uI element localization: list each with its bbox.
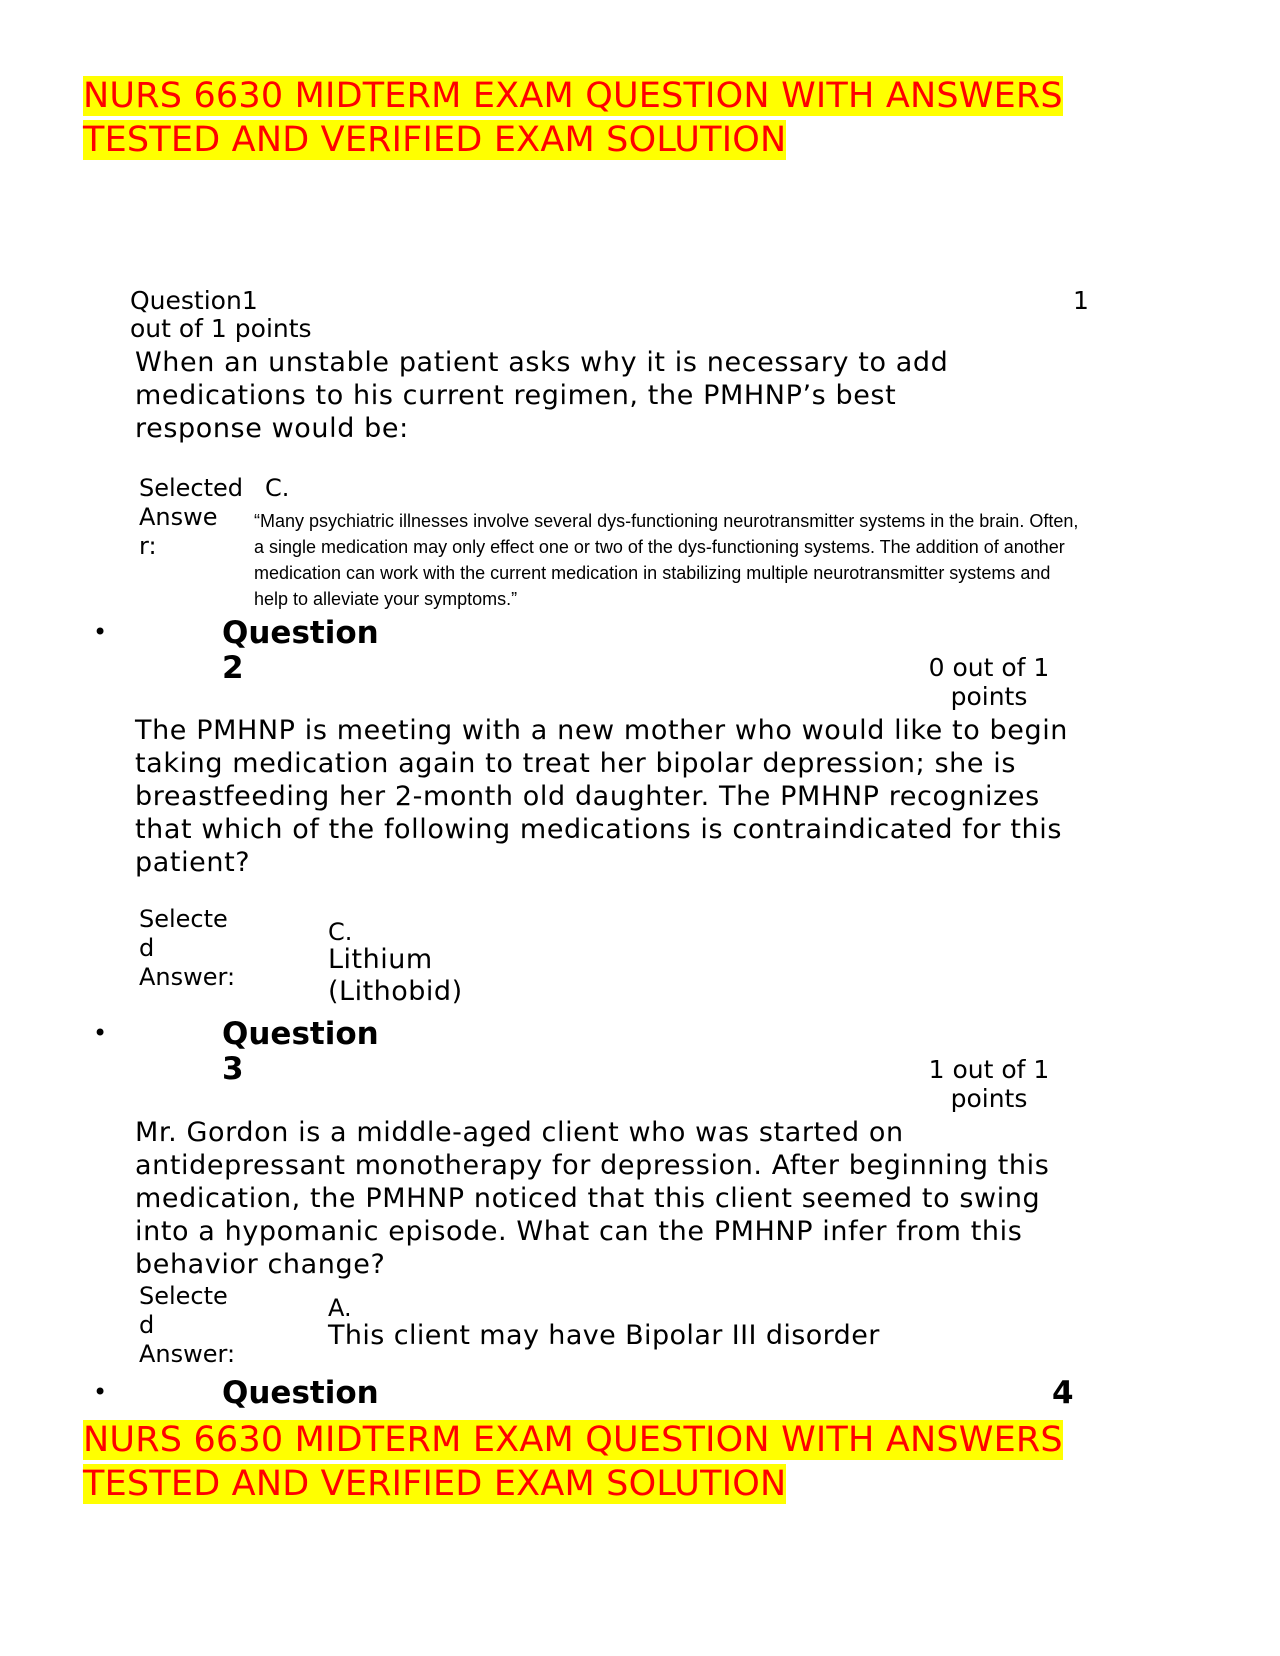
question-number: 2 — [222, 650, 244, 686]
question-1-label — [130, 286, 258, 315]
selected-label-line: r: — [139, 532, 157, 560]
document-title — [83, 74, 1063, 162]
question-1-score-text: out of 1 points — [130, 314, 312, 343]
answer-line: (Lithobid) — [328, 976, 463, 1007]
question-3-text: Mr. Gordon is a middle-aged client who was started on antidepressant monotherapy for depression. After beginning this medication, the PMHNP noticed that this client seemed to swing into a hypomanic episode. What can the PMHNP infer from this behavior change? — [135, 1117, 1050, 1280]
answer-letter: A. — [328, 1294, 352, 1322]
footer-title-line2: TESTED AND VERIFIED EXAM SOLUTION — [83, 1464, 787, 1504]
question-4-heading: Question — [222, 1375, 379, 1411]
selected-label-line: Answer: — [139, 963, 236, 991]
question-2-score — [919, 653, 1059, 711]
selected-label-line: d — [139, 1311, 155, 1339]
selected-answer-label — [139, 1282, 235, 1369]
score-line: points — [950, 682, 1028, 711]
question-label-text: Question — [222, 615, 379, 651]
question-4-number: 4 — [1052, 1375, 1074, 1411]
question-1-text: When an unstable patient asks why it is necessary to add medications to his current regimen, the PMHNP’s best response would be: — [135, 347, 949, 444]
selected-label-line: d — [139, 934, 155, 962]
list-bullet: • — [93, 1019, 108, 1047]
answer-line: Lithium — [328, 944, 433, 975]
question-2-answer-text — [328, 944, 463, 1008]
list-bullet: • — [93, 1378, 108, 1406]
question-3-answer-text: This client may have Bipolar III disorder — [328, 1320, 880, 1351]
question-number: 3 — [222, 1051, 244, 1087]
selected-label-line: Selecte — [139, 1282, 228, 1310]
selected-label-line: Answe — [139, 503, 218, 531]
footer-title-line1: NURS 6630 MIDTERM EXAM QUESTION WITH ANSWERS — [83, 1420, 1063, 1460]
question-3-heading — [222, 1017, 379, 1087]
list-bullet: • — [93, 618, 108, 646]
document-title-line1: NURS 6630 MIDTERM EXAM QUESTION WITH ANSWERS — [83, 76, 1063, 116]
answer-letter: C. — [265, 474, 290, 502]
selected-answer-label — [139, 905, 235, 992]
selected-label-line: Selecte — [139, 905, 228, 933]
selected-label-line: Answer: — [139, 1340, 236, 1368]
question-label-text: Question — [130, 286, 242, 315]
answer-letter: C. — [328, 918, 353, 946]
question-2-heading — [222, 616, 379, 686]
question-label-text: Question — [222, 1016, 379, 1052]
question-3-score — [919, 1055, 1059, 1113]
question-1-answer-text: “Many psychiatric illnesses involve several dys-functioning neurotransmitter systems in the brain. Often, a single medication may only effect one or two of the dys-functioning systems. The addition of another medication can work with the current medication in stabilizing multiple neurotransmitter systems and help to alleviate your symptoms.” — [254, 511, 1079, 609]
question-2-text: The PMHNP is meeting with a new mother who would like to begin taking medication again to treat her bipolar depression; she is breastfeeding her 2-month old daughter. The PMHNP recognizes that which of the following medications is contraindicated for this patient? — [135, 715, 1069, 878]
document-title-line2: TESTED AND VERIFIED EXAM SOLUTION — [83, 120, 787, 160]
score-line: 0 out of 1 — [928, 653, 1050, 682]
score-line: 1 out of 1 — [928, 1055, 1050, 1084]
question-number: 1 — [241, 286, 258, 315]
score-line: points — [950, 1084, 1028, 1113]
selected-label-line: Selected — [139, 474, 244, 502]
footer-title — [83, 1418, 1063, 1506]
question-1-score: 1 — [1073, 286, 1089, 315]
selected-answer-label — [139, 474, 243, 561]
